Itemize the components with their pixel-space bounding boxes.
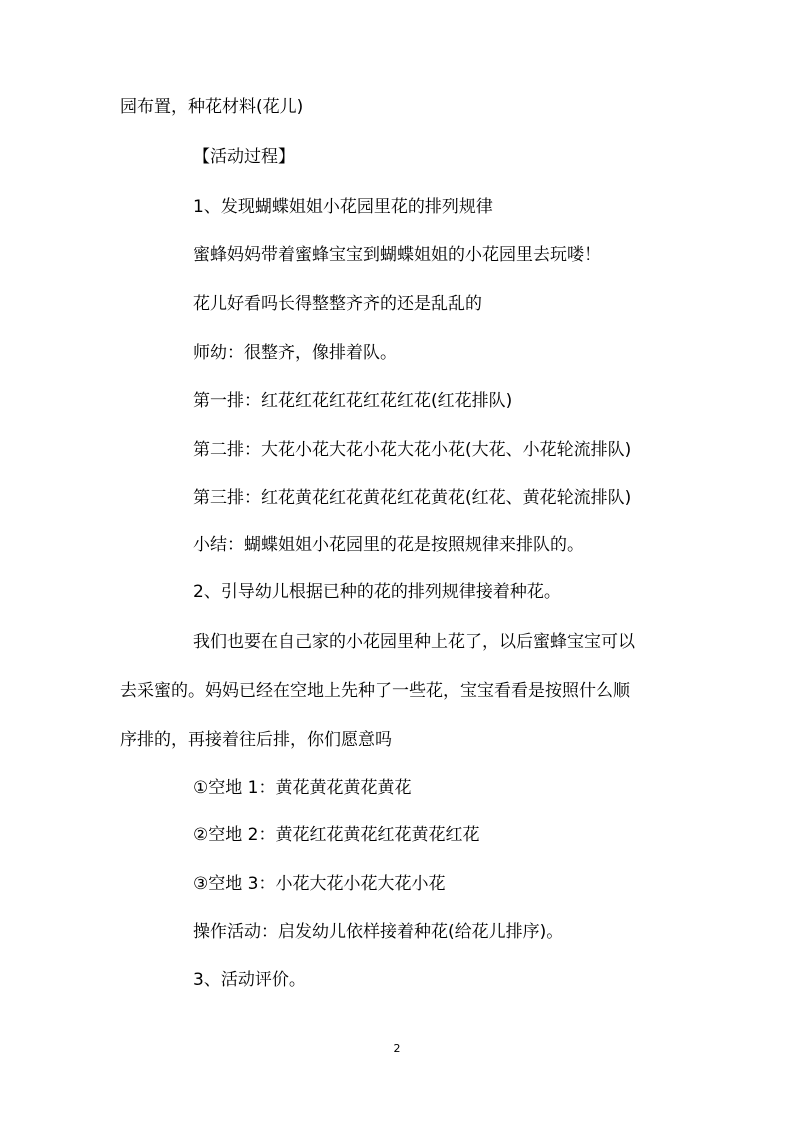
paragraph-line: 蜜蜂妈妈带着蜜蜂宝宝到蝴蝶姐姐的小花园里去玩喽！	[193, 245, 601, 265]
step-3-heading: 3、活动评价。	[193, 970, 306, 990]
plot-1-line: ①空地 1：黄花黄花黄花黄花	[193, 778, 412, 798]
text-line-continuation: 园布置，种花材料(花儿)	[120, 97, 304, 117]
page-number: 2	[393, 1042, 401, 1055]
plot-2-line: ②空地 2：黄花红花黄花红花黄花红花	[193, 825, 480, 845]
row-1-line: 第一排：红花红花红花红花红花(红花排队)	[193, 391, 513, 411]
plot-3-line: ③空地 3：小花大花小花大花小花	[193, 874, 446, 894]
paragraph-line: 我们也要在自己家的小花园里种上花了，以后蜜蜂宝宝可以	[193, 632, 635, 652]
paragraph-line: 花儿好看吗长得整整齐齐的还是乱乱的	[193, 294, 482, 314]
operation-activity-line: 操作活动：启发幼儿依样接着种花(给花儿排序)。	[193, 922, 564, 942]
step-2-heading: 2、引导幼儿根据已种的花的排列规律接着种花。	[193, 582, 561, 602]
paragraph-line: 师幼：很整齐，像排着队。	[193, 343, 397, 363]
paragraph-line: 去采蜜的。妈妈已经在空地上先种了一些花，宝宝看看是按照什么顺	[120, 681, 630, 701]
row-3-line: 第三排：红花黄花红花黄花红花黄花(红花、黄花轮流排队)	[193, 488, 632, 508]
summary-line: 小结：蝴蝶姐姐小花园里的花是按照规律来排队的。	[193, 535, 584, 555]
paragraph-line: 序排的，再接着往后排，你们愿意吗	[120, 730, 392, 750]
step-1-heading: 1、发现蝴蝶姐姐小花园里花的排列规律	[193, 197, 493, 217]
row-2-line: 第二排：大花小花大花小花大花小花(大花、小花轮流排队)	[193, 440, 632, 460]
section-heading-activity-process: 【活动过程】	[193, 147, 295, 167]
